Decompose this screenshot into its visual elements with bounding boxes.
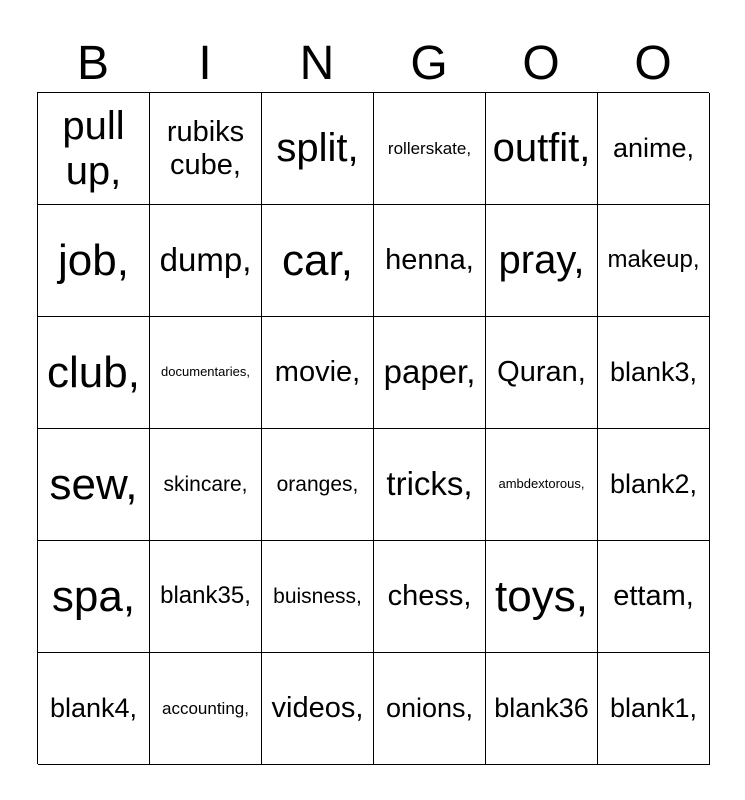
bingo-cell[interactable]: Quran,: [486, 317, 598, 429]
bingo-cell[interactable]: blank35,: [150, 541, 262, 653]
bingo-cell[interactable]: skincare,: [150, 429, 262, 541]
header-letter-i: I: [198, 37, 212, 90]
bingo-cell[interactable]: blank4,: [38, 653, 150, 765]
bingo-cell[interactable]: pray,: [486, 205, 598, 317]
header-letter-o: O: [522, 37, 560, 90]
bingo-board: [37, 92, 709, 764]
bingo-cell[interactable]: chess,: [374, 541, 486, 653]
bingo-cell[interactable]: outfit,: [486, 93, 598, 205]
bingo-cell[interactable]: ambdextorous,: [486, 429, 598, 541]
bingo-cell[interactable]: pull up,: [38, 93, 150, 205]
bingo-cell[interactable]: dump,: [150, 205, 262, 317]
bingo-cell[interactable]: toys,: [486, 541, 598, 653]
header-letter-o-2: O: [634, 37, 672, 90]
bingo-cell[interactable]: blank2,: [598, 429, 710, 541]
bingo-cell[interactable]: blank3,: [598, 317, 710, 429]
bingo-cell[interactable]: videos,: [262, 653, 374, 765]
bingo-cell[interactable]: movie,: [262, 317, 374, 429]
header-letter-b: B: [76, 37, 109, 90]
bingo-cell[interactable]: onions,: [374, 653, 486, 765]
header-letter-g: G: [410, 37, 448, 90]
bingo-cell[interactable]: blank1,: [598, 653, 710, 765]
bingo-cell[interactable]: job,: [38, 205, 150, 317]
header-letter-n: N: [299, 37, 335, 90]
bingo-cell[interactable]: paper,: [374, 317, 486, 429]
bingo-cell[interactable]: split,: [262, 93, 374, 205]
bingo-cell[interactable]: club,: [38, 317, 150, 429]
bingo-cell[interactable]: anime,: [598, 93, 710, 205]
bingo-cell[interactable]: documentaries,: [150, 317, 262, 429]
bingo-cell[interactable]: tricks,: [374, 429, 486, 541]
bingo-cell[interactable]: buisness,: [262, 541, 374, 653]
bingo-header: [37, 35, 709, 93]
bingo-cell[interactable]: accounting,: [150, 653, 262, 765]
bingo-cell[interactable]: blank36: [486, 653, 598, 765]
bingo-cell[interactable]: sew,: [38, 429, 150, 541]
bingo-cell[interactable]: ettam,: [598, 541, 710, 653]
bingo-cell[interactable]: spa,: [38, 541, 150, 653]
bingo-cell[interactable]: makeup,: [598, 205, 710, 317]
bingo-cell[interactable]: oranges,: [262, 429, 374, 541]
bingo-cell[interactable]: car,: [262, 205, 374, 317]
bingo-cell[interactable]: rollerskate,: [374, 93, 486, 205]
bingo-cell[interactable]: henna,: [374, 205, 486, 317]
bingo-cell[interactable]: rubiks cube,: [150, 93, 262, 205]
